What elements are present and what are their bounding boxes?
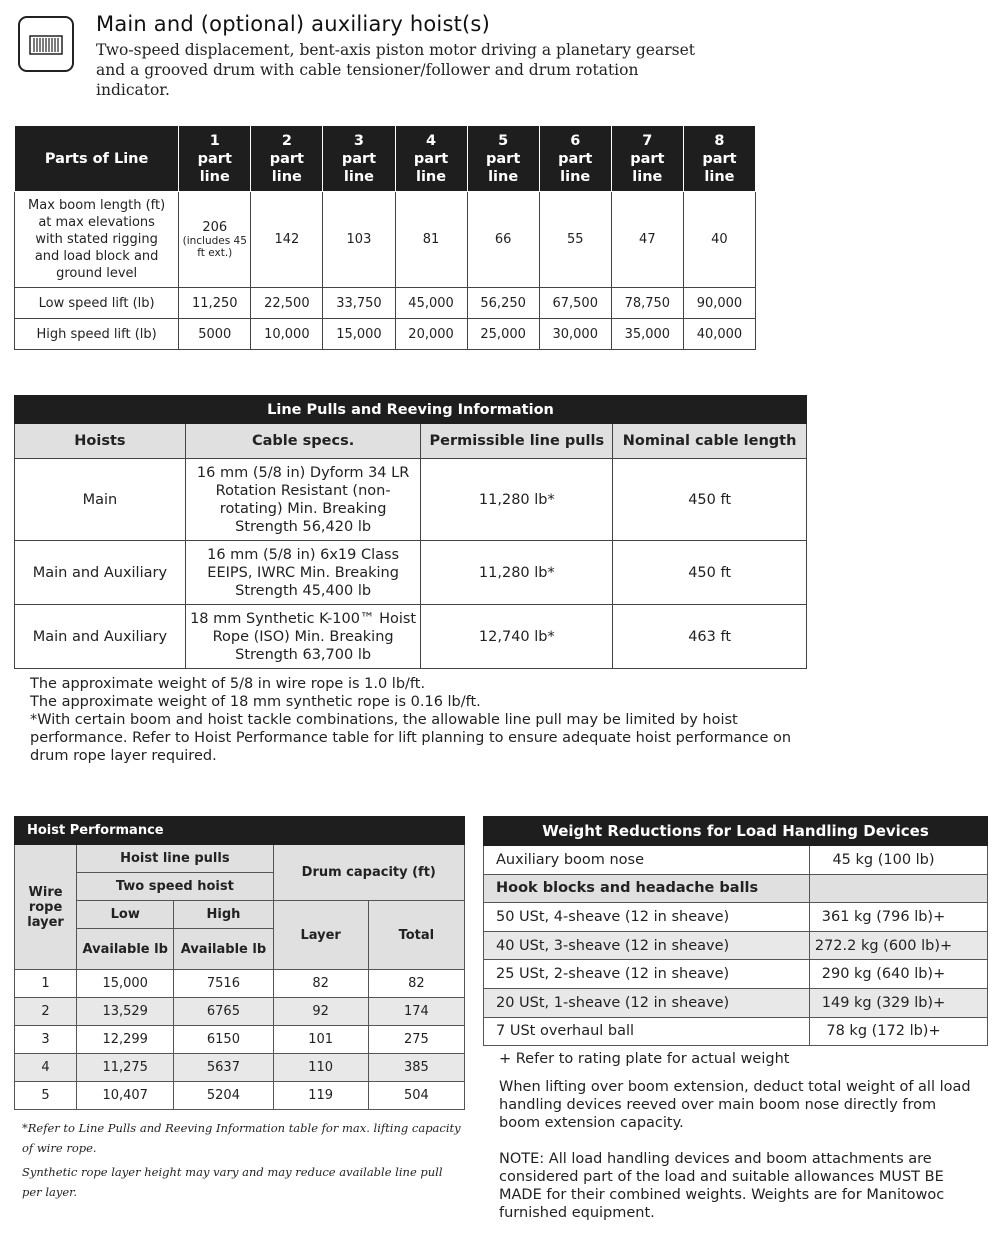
table-cell: 11,275 — [77, 1054, 174, 1082]
col-header: High — [174, 901, 273, 929]
note: The approximate weight of 5/8 in wire rope is 1.0 lb/ft. — [30, 676, 426, 692]
col-header: Total — [368, 901, 464, 970]
col-header: Low — [77, 901, 174, 929]
col-header: 3 part line — [323, 126, 395, 192]
col-header: 2 part line — [251, 126, 323, 192]
table-row — [15, 319, 756, 350]
table-cell: 6150 — [174, 1026, 273, 1054]
table-cell: 361 kg (796 lb)+ — [810, 903, 988, 932]
table-row — [15, 1082, 465, 1110]
table-cell: 82 — [368, 970, 464, 998]
table-cell: 40,000 — [683, 319, 755, 350]
table-cell: 55 — [539, 192, 611, 288]
table-cell: 10,000 — [251, 319, 323, 350]
table-row — [15, 288, 756, 319]
table-cell: 25,000 — [467, 319, 539, 350]
table-cell: 275 — [368, 1026, 464, 1054]
hoist-performance-notes — [22, 1118, 462, 1202]
table-cell: 450 ft — [613, 459, 807, 541]
table-cell: 22,500 — [251, 288, 323, 319]
table-cell: 11,250 — [179, 288, 251, 319]
table-cell: 103 — [323, 192, 395, 288]
table-cell: 12,299 — [77, 1026, 174, 1054]
table-cell: 206 (includes 45 ft ext.) — [179, 192, 251, 288]
col-header: Hoists — [15, 424, 186, 459]
table-cell: 78 kg (172 lb)+ — [810, 1017, 988, 1046]
table-cell: 81 — [395, 192, 467, 288]
table-cell: 3 — [15, 1026, 77, 1054]
parts-of-line-header: Parts of Line — [15, 126, 179, 192]
table-cell: 7516 — [174, 970, 273, 998]
table-cell: 47 — [611, 192, 683, 288]
table-row — [15, 541, 807, 605]
table-title: Line Pulls and Reeving Information — [15, 396, 807, 424]
table-cell: 101 — [273, 1026, 368, 1054]
table-row — [484, 846, 988, 875]
table-row — [484, 1017, 988, 1046]
table-row — [15, 605, 807, 669]
table-cell: 82 — [273, 970, 368, 998]
table-cell: 11,280 lb* — [421, 541, 613, 605]
table-cell: 6765 — [174, 998, 273, 1026]
table-cell: 119 — [273, 1082, 368, 1110]
page-subtitle: Two-speed displacement, bent-axis piston motor driving a planetary gearset and a grooved drum with cable tensioner/follower and drum rotation indicator. — [96, 41, 695, 99]
row-label: High speed lift (lb) — [15, 319, 179, 350]
hoist-drum-icon — [18, 16, 74, 72]
table-cell: 40 — [683, 192, 755, 288]
table-cell: 2 — [15, 998, 77, 1026]
col-header: 6 part line — [539, 126, 611, 192]
table-cell: 56,250 — [467, 288, 539, 319]
hoist-performance-table — [14, 816, 465, 1110]
col-header: Wire rope layer — [15, 845, 77, 970]
table-cell: 5000 — [179, 319, 251, 350]
table-cell: 35,000 — [611, 319, 683, 350]
table-cell: 7 USt overhaul ball — [484, 1017, 810, 1046]
col-header: Cable specs. — [185, 424, 421, 459]
col-header: Layer — [273, 901, 368, 970]
col-header: 8 part line — [683, 126, 755, 192]
table-cell: 290 kg (640 lb)+ — [810, 960, 988, 989]
parts-of-line-table — [14, 125, 756, 350]
col-header: 1 part line — [179, 126, 251, 192]
table-cell: Main and Auxiliary — [15, 605, 186, 669]
table-row — [15, 1054, 465, 1082]
line-pulls-notes — [30, 675, 820, 765]
row-label: Max boom length (ft) at max elevations with stated rigging and load block and ground level — [15, 192, 179, 288]
col-header: Nominal cable length — [613, 424, 807, 459]
table-row — [484, 874, 988, 903]
table-cell — [810, 874, 988, 903]
note: When lifting over boom extension, deduct total weight of all load handling devices reeved over main boom nose directly from boom extension capacity. — [499, 1079, 971, 1131]
note: Synthetic rope layer height may vary and may reduce available line pull per layer. — [22, 1165, 443, 1199]
table-cell: 15,000 — [77, 970, 174, 998]
table-row — [15, 192, 756, 288]
table-title: Weight Reductions for Load Handling Devices — [484, 817, 988, 846]
table-cell: Main — [15, 459, 186, 541]
table-cell: 30,000 — [539, 319, 611, 350]
col-header: 4 part line — [395, 126, 467, 192]
table-title: Hoist Performance — [15, 817, 465, 845]
note: *With certain boom and hoist tackle combinations, the allowable line pull may be limited by hoist performance. Refer to Hoist Performance table for lift planning to ensure adequate hoist performance on drum rope layer required. — [30, 712, 792, 764]
table-cell: 15,000 — [323, 319, 395, 350]
col-header: Drum capacity (ft) — [273, 845, 464, 901]
table-row — [15, 998, 465, 1026]
table-cell: Hook blocks and headache balls — [484, 874, 810, 903]
table-cell: 25 USt, 2-sheave (12 in sheave) — [484, 960, 810, 989]
table-cell: 20 USt, 1-sheave (12 in sheave) — [484, 988, 810, 1017]
row-label: Low speed lift (lb) — [15, 288, 179, 319]
col-header: Two speed hoist — [77, 873, 273, 901]
note: NOTE: All load handling devices and boom attachments are considered part of the load and suitable allowances MUST BE MADE for their combined weights. Weights are for Manitowoc furnished equipment. — [499, 1151, 945, 1221]
table-cell: 78,750 — [611, 288, 683, 319]
note: + Refer to rating plate for actual weight — [499, 1051, 790, 1067]
table-cell: 92 — [273, 998, 368, 1026]
note: The approximate weight of 18 mm synthetic rope is 0.16 lb/ft. — [30, 694, 481, 710]
table-cell: 67,500 — [539, 288, 611, 319]
col-header: Available lb — [77, 929, 174, 970]
table-cell: 18 mm Synthetic K-100™ Hoist Rope (ISO) Min. Breaking Strength 63,700 lb — [185, 605, 421, 669]
table-cell: 45,000 — [395, 288, 467, 319]
note: *Refer to Line Pulls and Reeving Information table for max. lifting capacity of wire rope. — [22, 1121, 461, 1155]
weight-reductions-notes — [499, 1050, 979, 1222]
table-cell: 142 — [251, 192, 323, 288]
table-cell: 4 — [15, 1054, 77, 1082]
table-cell: 45 kg (100 lb) — [810, 846, 988, 875]
table-cell: 16 mm (5/8 in) Dyform 34 LR Rotation Resistant (non-rotating) Min. Breaking Strength 56,420 lb — [185, 459, 421, 541]
col-header: 7 part line — [611, 126, 683, 192]
table-row — [484, 988, 988, 1017]
table-cell: 90,000 — [683, 288, 755, 319]
table-cell: 11,280 lb* — [421, 459, 613, 541]
table-cell: 272.2 kg (600 lb)+ — [810, 931, 988, 960]
table-cell: 33,750 — [323, 288, 395, 319]
page-title: Main and (optional) auxiliary hoist(s) — [96, 12, 490, 36]
table-cell: 5204 — [174, 1082, 273, 1110]
table-cell: 5 — [15, 1082, 77, 1110]
table-cell: 20,000 — [395, 319, 467, 350]
table-cell: 385 — [368, 1054, 464, 1082]
table-cell: 5637 — [174, 1054, 273, 1082]
col-header: Available lb — [174, 929, 273, 970]
col-header: Permissible line pulls — [421, 424, 613, 459]
col-header: Hoist line pulls — [77, 845, 273, 873]
weight-reductions-table — [483, 816, 988, 1046]
table-row — [484, 931, 988, 960]
table-cell: 12,740 lb* — [421, 605, 613, 669]
table-row — [484, 960, 988, 989]
table-cell: 450 ft — [613, 541, 807, 605]
table-row — [15, 459, 807, 541]
line-pulls-table — [14, 395, 807, 669]
table-cell: Auxiliary boom nose — [484, 846, 810, 875]
table-cell: 504 — [368, 1082, 464, 1110]
table-row — [15, 970, 465, 998]
table-row — [484, 903, 988, 932]
table-cell: 10,407 — [77, 1082, 174, 1110]
table-cell: 40 USt, 3-sheave (12 in sheave) — [484, 931, 810, 960]
table-cell: 149 kg (329 lb)+ — [810, 988, 988, 1017]
table-cell: 13,529 — [77, 998, 174, 1026]
table-cell: 66 — [467, 192, 539, 288]
table-cell: 463 ft — [613, 605, 807, 669]
col-header: 5 part line — [467, 126, 539, 192]
table-cell: 50 USt, 4-sheave (12 in sheave) — [484, 903, 810, 932]
table-cell: 1 — [15, 970, 77, 998]
table-cell: 110 — [273, 1054, 368, 1082]
table-cell: 16 mm (5/8 in) 6x19 Class EEIPS, IWRC Min. Breaking Strength 45,400 lb — [185, 541, 421, 605]
table-cell: 174 — [368, 998, 464, 1026]
table-row — [15, 1026, 465, 1054]
table-cell: Main and Auxiliary — [15, 541, 186, 605]
